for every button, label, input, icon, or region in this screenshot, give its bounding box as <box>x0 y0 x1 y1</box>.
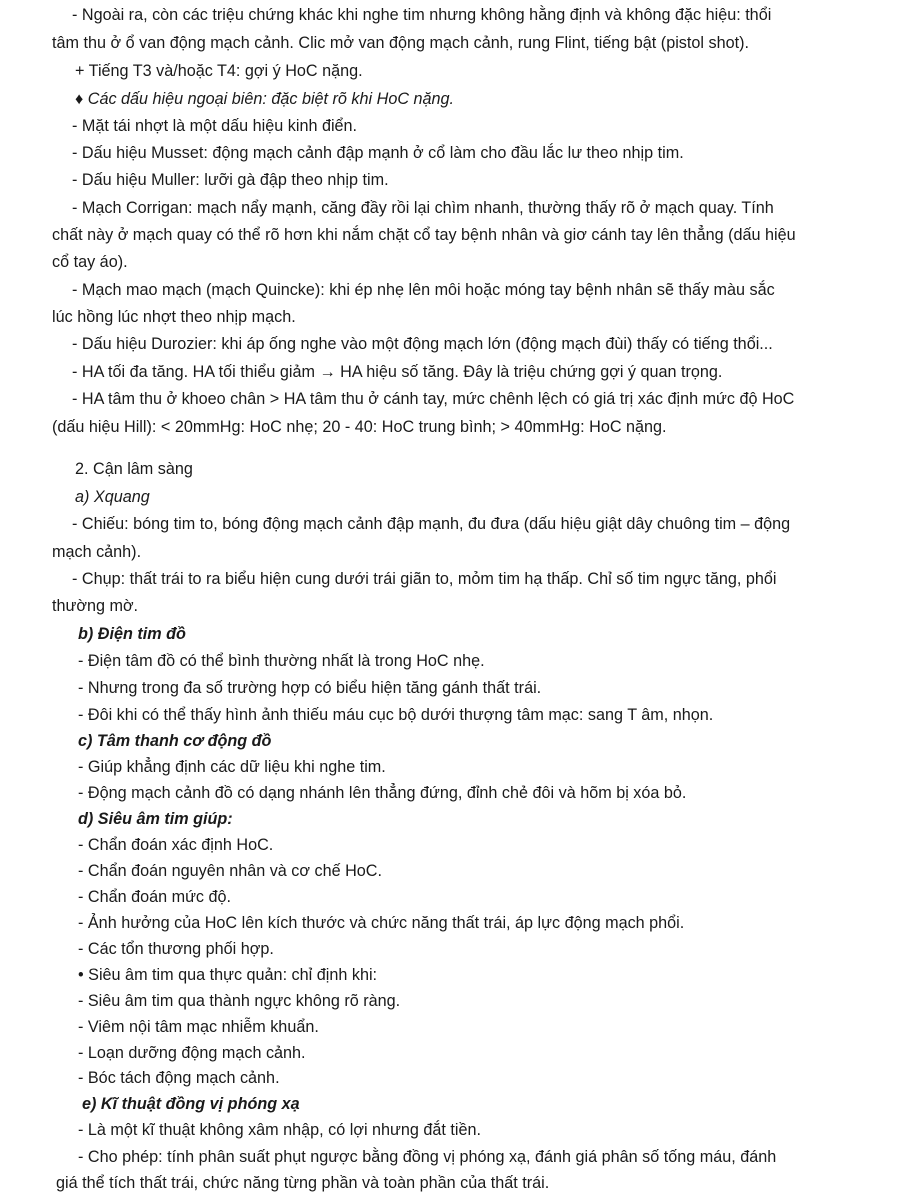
text-line: - HA tối đa tăng. HA tối thiểu giảm → HA hiệu số tăng. Đây là triệu chứng gợi ý quan trọng. <box>72 363 723 381</box>
subsection-heading: a) Xquang <box>75 488 150 506</box>
text-line: - Là một kĩ thuật không xâm nhập, có lợi nhưng đắt tiền. <box>78 1121 481 1139</box>
text-line: chất này ở mạch quay có thể rõ hơn khi nắm chặt cổ tay bệnh nhân và giơ cánh tay lên thẳng (dấu hiệu <box>52 226 796 244</box>
text-line: thường mờ. <box>52 597 139 615</box>
text-line: - Giúp khẳng định các dữ liệu khi nghe tim. <box>78 758 386 776</box>
text-line: - Dấu hiệu Musset: động mạch cảnh đập mạnh ở cổ làm cho đầu lắc lư theo nhịp tim. <box>72 144 684 162</box>
text-line: - HA tâm thu ở khoeo chân > HA tâm thu ở cánh tay, mức chênh lệch có giá trị xác định mức độ HoC <box>72 390 795 408</box>
text-line: - Các tổn thương phối hợp. <box>78 940 274 958</box>
text-line: - Ảnh hưởng của HoC lên kích thước và chức năng thất trái, áp lực động mạch phổi. <box>78 914 685 932</box>
text-line: - Chẩn đoán nguyên nhân và cơ chế HoC. <box>78 862 382 880</box>
text-line: - Chẩn đoán mức độ. <box>78 888 232 906</box>
text-line: tâm thu ở ổ van động mạch cảnh. Clic mở van động mạch cảnh, rung Flint, tiếng bật (pistol shot). <box>52 34 749 52</box>
text-line: - Động mạch cảnh đồ có dạng nhánh lên thẳng đứng, đỉnh chẻ đôi và hõm bị xóa bỏ. <box>78 784 687 802</box>
text-line: - Dấu hiệu Durozier: khi áp ống nghe vào một động mạch lớn (động mạch đùi) thấy có tiếng thổi... <box>72 335 773 353</box>
text-line: - Chẩn đoán xác định HoC. <box>78 836 274 854</box>
text-line: - Viêm nội tâm mạc nhiễm khuẩn. <box>78 1018 319 1036</box>
text-line: - Chụp: thất trái to ra biểu hiện cung dưới trái giãn to, mỏm tim hạ thấp. Chỉ số tim ngực tăng, phổi <box>72 570 777 588</box>
text-line: - Siêu âm tim qua thành ngực không rõ ràng. <box>78 992 401 1010</box>
text-line: - Mạch Corrigan: mạch nẩy mạnh, căng đầy rồi lại chìm nhanh, thường thấy rõ ở mạch quay. Tính <box>72 199 774 217</box>
text-line: + Tiếng T3 và/hoặc T4: gợi ý HoC nặng. <box>75 62 363 80</box>
text-line: - Loạn dưỡng động mạch cảnh. <box>78 1044 306 1062</box>
text-line: giá thể tích thất trái, chức năng từng phần và toàn phần của thất trái. <box>56 1174 550 1192</box>
text-line: - Điện tâm đồ có thể bình thường nhất là trong HoC nhẹ. <box>78 652 485 670</box>
text-line: - Bóc tách động mạch cảnh. <box>78 1069 280 1087</box>
text-line: - Nhưng trong đa số trường hợp có biểu hiện tăng gánh thất trái. <box>78 679 542 697</box>
text-line: - Mặt tái nhợt là một dấu hiệu kinh điển. <box>72 117 358 135</box>
text-line: - Chiếu: bóng tim to, bóng động mạch cảnh đập mạnh, đu đưa (dấu hiệu giật dây chuông tim – động <box>72 515 791 533</box>
subsection-heading: b) Điện tim đồ <box>78 625 186 643</box>
subsection-heading: e) Kĩ thuật đồng vị phóng xạ <box>82 1095 300 1113</box>
text-line: mạch cảnh). <box>52 543 142 561</box>
text-line: cổ tay áo). <box>52 253 128 271</box>
text-line: (dấu hiệu Hill): < 20mmHg: HoC nhẹ; 20 - 40: HoC trung bình; > 40mmHg: HoC nặng. <box>52 418 667 436</box>
subsection-heading: c) Tâm thanh cơ động đồ <box>78 732 272 750</box>
text-line: - Cho phép: tính phân suất phụt ngược bằng đồng vị phóng xạ, đánh giá phân số tống máu, đánh <box>78 1148 777 1166</box>
text-line: ♦ Các dấu hiệu ngoại biên: đặc biệt rõ khi HoC nặng. <box>75 90 455 108</box>
text-line: - Ngoài ra, còn các triệu chứng khác khi nghe tim nhưng không hằng định và không đặc hiệu: thổi <box>72 6 772 24</box>
text-line: - Mạch mao mạch (mạch Quincke): khi ép nhẹ lên môi hoặc móng tay bệnh nhân sẽ thấy màu sắc <box>72 281 775 299</box>
text-line: - Đôi khi có thể thấy hình ảnh thiếu máu cục bộ dưới thượng tâm mạc: sang T âm, nhọn. <box>78 706 714 724</box>
section-heading: 2. Cận lâm sàng <box>75 460 193 478</box>
subsection-heading: d) Siêu âm tim giúp: <box>78 810 233 828</box>
text-line: • Siêu âm tim qua thực quản: chỉ định khi: <box>78 966 378 984</box>
text-line: - Dấu hiệu Muller: lưỡi gà đập theo nhịp tim. <box>72 171 389 189</box>
text-line: lúc hồng lúc nhợt theo nhịp mạch. <box>52 308 296 326</box>
